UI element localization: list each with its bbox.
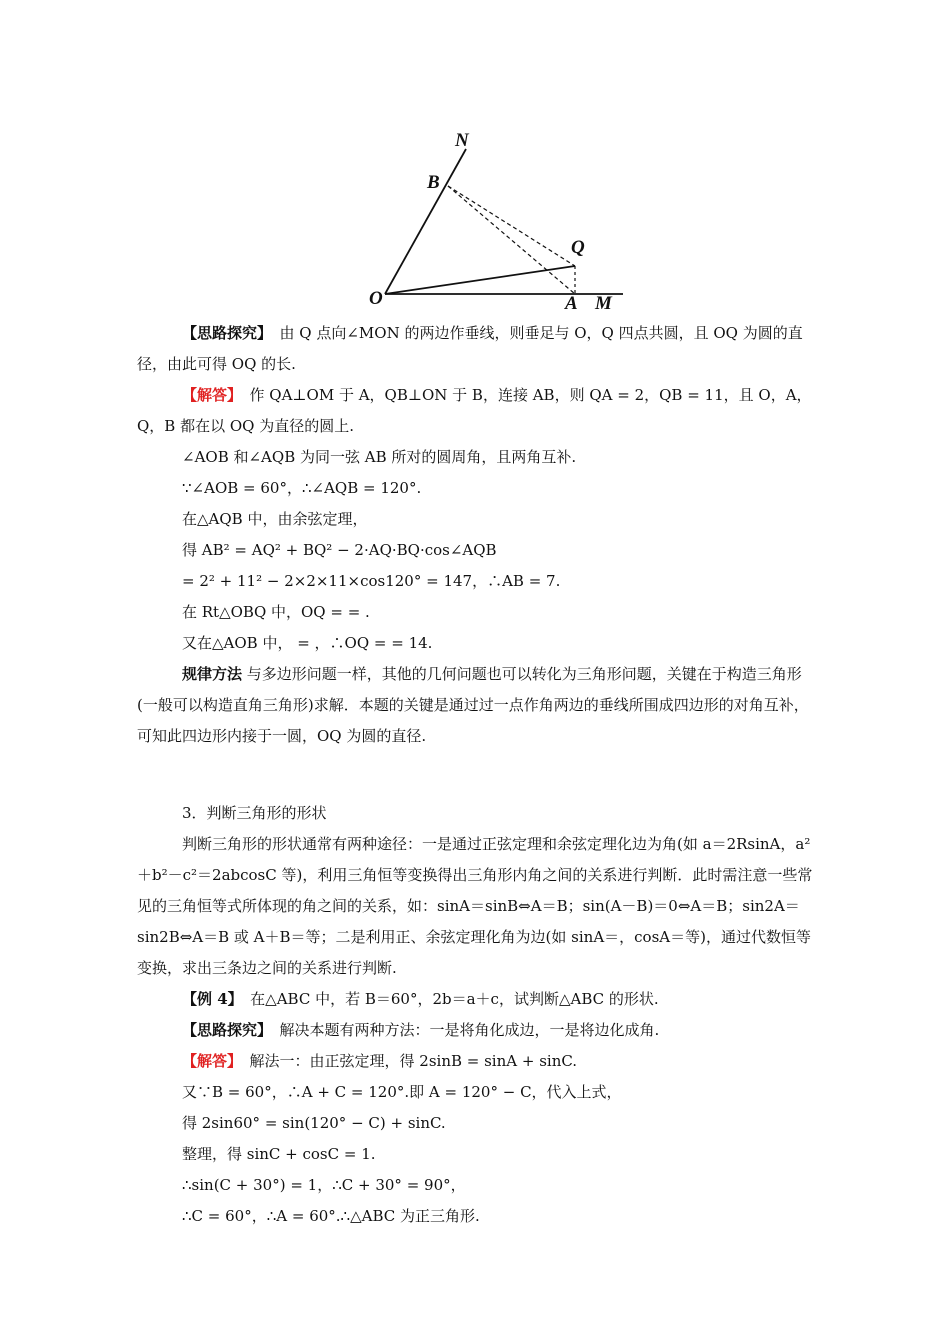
document-body <box>137 318 817 1232</box>
solution-text: 作 QA⊥OM 于 A，QB⊥ON 于 B，连接 AB，则 QA = 2，QB = 11，且 O，A，Q，B 都在以 OQ 为直径的圆上. <box>137 386 812 435</box>
label-n: N <box>455 130 469 151</box>
example-label: 【例 4】 <box>182 990 236 1008</box>
solution-paragraph-2 <box>137 1046 817 1077</box>
label-b: B <box>427 172 440 193</box>
solution-line: ∠AOB 和∠AQB 为同一弦 AB 所对的圆周角，且两角互补. <box>182 448 577 466</box>
label-q: Q <box>571 237 585 258</box>
ray-on <box>385 149 466 294</box>
solution-paragraph-1 <box>137 380 817 442</box>
thinking-text: 解决本题有两种方法：一是将角化成边，一是将边化成角. <box>264 1021 660 1039</box>
label-a: A <box>565 293 578 314</box>
solution-text: 解法一：由正弦定理，得 2sinB = sinA + sinC. <box>234 1052 578 1070</box>
method-paragraph <box>137 659 817 752</box>
dashed-bq <box>448 186 575 266</box>
solution-line: 又在△AOB 中， = ，∴OQ = = 14. <box>182 634 433 652</box>
geometry-figure <box>355 122 635 317</box>
solution-line: 得 2sin60° = sin(120° − C) + sinC. <box>182 1114 446 1132</box>
solution-label: 【解答】 <box>182 386 235 404</box>
solution-line: = 2² + 11² − 2×2×11×cos120° = 147，∴AB = 7. <box>182 572 561 590</box>
solution-line: 得 AB² = AQ² + BQ² − 2·AQ·BQ·cos∠AQB <box>182 541 497 559</box>
figure-svg <box>355 122 635 317</box>
label-o: O <box>369 288 383 309</box>
solution-line: ∵∠AOB = 60°，∴∠AQB = 120°. <box>182 479 422 497</box>
thinking-text: 由 Q 点向∠MON 的两边作垂线，则垂足与 O，Q 四点共圆，且 OQ 为圆的直径，由此可得 OQ 的长. <box>137 324 803 373</box>
section-heading: 3．判断三角形的形状 <box>182 804 327 822</box>
thinking-label: 【思路探究】 <box>182 324 265 342</box>
thinking-label: 【思路探究】 <box>182 1021 265 1039</box>
spacer <box>137 752 817 798</box>
example-text: 在△ABC 中，若 B＝60°，2b＝a＋c，试判断△ABC 的形状. <box>235 990 659 1008</box>
solution-line: 整理，得 sinC + cosC = 1. <box>182 1145 376 1163</box>
dashed-ba <box>448 186 575 294</box>
solution-label: 【解答】 <box>182 1052 235 1070</box>
solution-line: 又∵B = 60°，∴A + C = 120°.即 A = 120° − C，代入上式， <box>182 1083 622 1101</box>
solution-line: ∴C = 60°，∴A = 60°.∴△ABC 为正三角形. <box>182 1207 480 1225</box>
section-text: 判断三角形的形状通常有两种途径：一是通过正弦定理和余弦定理化边为角(如 a＝2RsinA，a²＋b²－c²＝2abcosC 等)，利用三角恒等变换得出三角形内角之间的关系进行判断．此时需注意一些常见的三角恒等式所体现的角之间的关系，如：sinA＝sinB⇔A＝B；sin(A－B)＝0⇔A＝B；sin2A＝sin2B⇔A＝B 或 A＋B＝等；二是利用正、余弦定理化角为边(如 sinA＝，cosA＝等)，通过代数恒等变换，求出三条边之间的关系进行判断. <box>137 835 813 977</box>
method-label: 规律方法 <box>182 665 243 683</box>
method-text: 与多边形问题一样，其他的几何问题也可以转化为三角形问题，关键在于构造三角形(一般可以构造直角三角形)求解．本题的关键是通过过一点作角两边的垂线所围成四边形的对角互补，可知此四边形内接于一圆，OQ 为圆的直径. <box>137 665 809 745</box>
thinking-paragraph-2 <box>137 1015 817 1046</box>
solution-line: 在△AQB 中，由余弦定理， <box>182 510 368 528</box>
example-paragraph <box>137 984 817 1015</box>
label-m: M <box>595 293 612 314</box>
solution-line: 在 Rt△OBQ 中，OQ = = . <box>182 603 370 621</box>
thinking-paragraph-1 <box>137 318 817 380</box>
solution-line: ∴sin(C + 30°) = 1，∴C + 30° = 90°， <box>182 1176 466 1194</box>
